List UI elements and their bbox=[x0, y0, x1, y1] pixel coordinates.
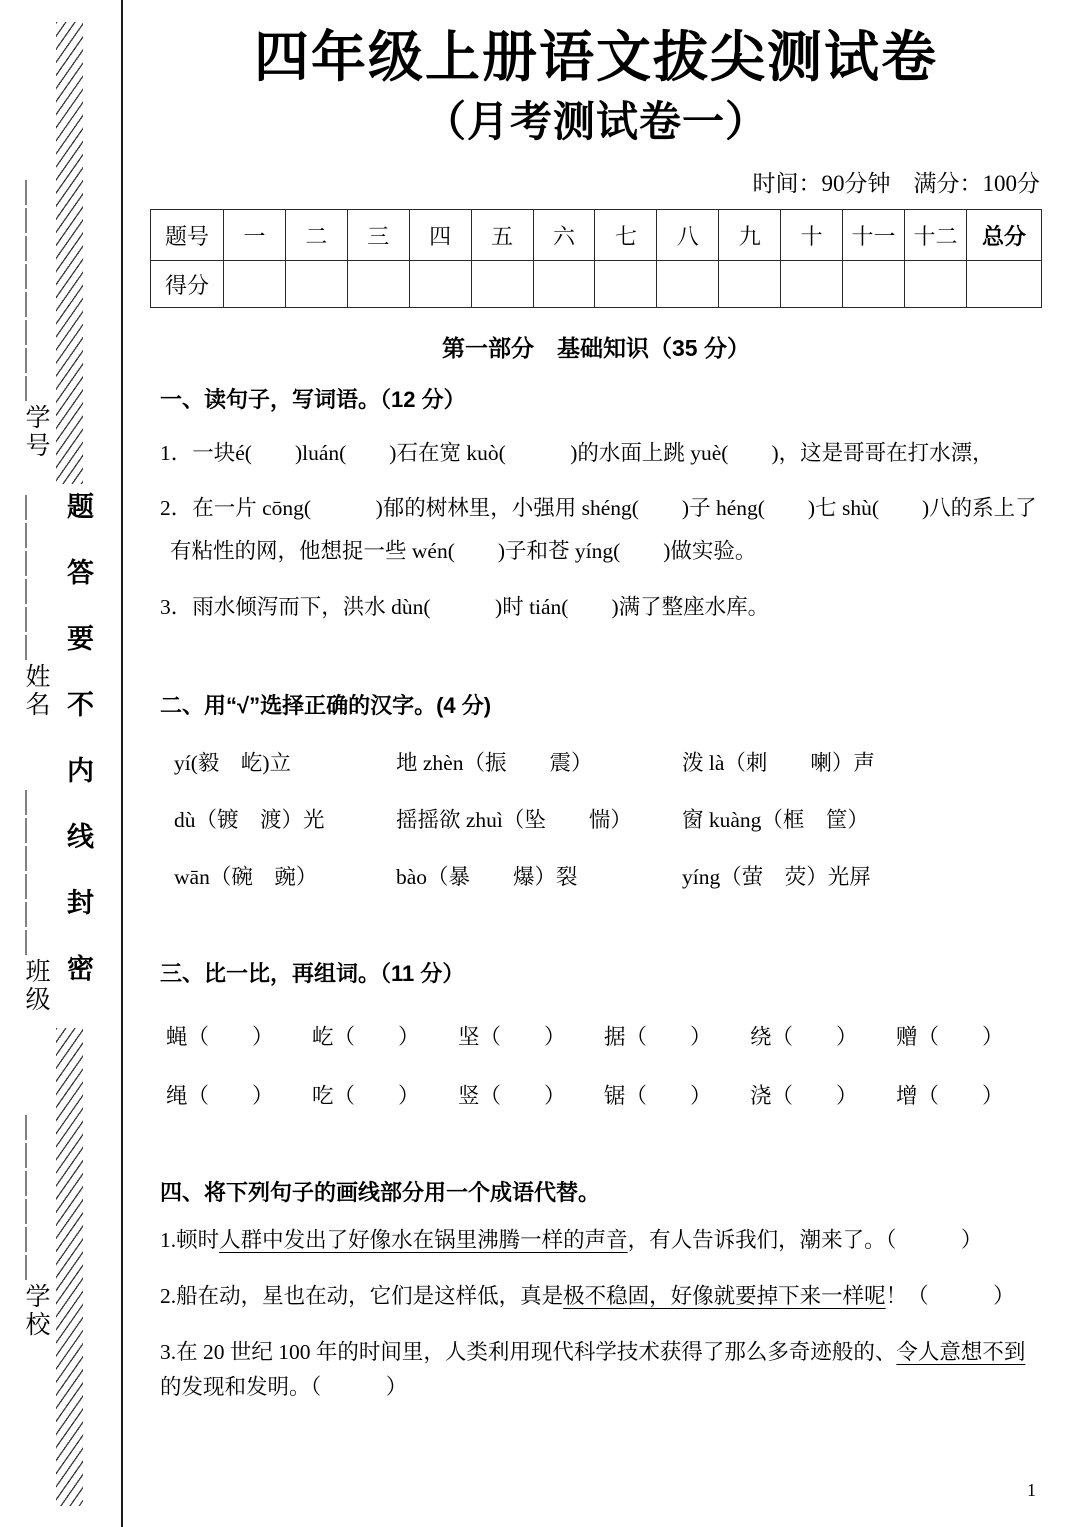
section1-line: 3．雨水倾泻而下，洪水 dùn( )时 tián( )满了整座水库。 bbox=[160, 594, 770, 619]
hatch-pattern-top bbox=[56, 22, 83, 484]
score-cell-empty bbox=[285, 261, 347, 308]
section4-sentence bbox=[150, 1223, 1042, 1258]
section3-word-grid bbox=[166, 1020, 1042, 1110]
word-blank-item: 锯（ ） bbox=[604, 1083, 712, 1108]
exam-subtitle: （月考测试卷一） bbox=[423, 100, 768, 147]
word-blank-item: 据（ ） bbox=[604, 1024, 712, 1049]
sentence-segment: 3.在 20 世纪 100 年的时间里，人类利用现代科学技术获得了那么多奇迹般的、 bbox=[160, 1340, 897, 1365]
score-cell-empty bbox=[719, 261, 781, 308]
score-cell-empty bbox=[595, 261, 657, 308]
word-blank-item: 屹（ ） bbox=[312, 1024, 420, 1049]
score-table-header-cell: 一 bbox=[224, 210, 286, 261]
choice-item: yí(毅 屹)立 bbox=[174, 750, 292, 775]
score-table-score-row bbox=[151, 261, 1042, 308]
word-blank-item: 蝇（ ） bbox=[166, 1024, 274, 1049]
section4-sentence bbox=[150, 1335, 1042, 1405]
word-blank-item: 增（ ） bbox=[896, 1083, 1004, 1108]
hatch-pattern-bottom bbox=[56, 1028, 83, 1506]
choice-item: 地 zhèn（振 震） bbox=[396, 750, 593, 775]
score-cell-empty bbox=[904, 261, 966, 308]
section1-heading: 一、读句子，写词语。（12 分） bbox=[160, 387, 466, 413]
section3-heading: 三、比一比，再组词。（11 分） bbox=[160, 960, 465, 986]
section4-heading: 四、将下列句子的画线部分用一个成语代替。 bbox=[160, 1179, 601, 1205]
score-table-total-cell: 总分 bbox=[967, 210, 1042, 261]
word-blank-item: 绕（ ） bbox=[750, 1024, 858, 1049]
choice-item: 摇摇欲 zhuì（坠 惴） bbox=[396, 807, 632, 832]
school-field: ＿＿＿＿＿＿学校 bbox=[22, 1115, 49, 1339]
sentence-segment: ！（ ） bbox=[885, 1284, 1015, 1309]
choice-item: yíng（萤 荧）光屏 bbox=[682, 864, 871, 889]
sentence-segment: 2.船在动，星也在动，它们是这样低，真是 bbox=[160, 1284, 564, 1309]
section1-line: 有粘性的网，他想捉一些 wén( )子和苍 yíng( )做实验。 bbox=[170, 539, 757, 564]
word-blank-item: 吃（ ） bbox=[312, 1083, 420, 1108]
underlined-segment: 极不稳固，好像就要掉下来一样呢 bbox=[563, 1284, 886, 1309]
choice-item: bào（暴 爆）裂 bbox=[396, 864, 578, 889]
score-cell-empty bbox=[409, 261, 471, 308]
score-table-header-cell: 六 bbox=[533, 210, 595, 261]
score-table-header-cell: 八 bbox=[657, 210, 719, 261]
sentence-segment: 的发现和发明。（ ） bbox=[160, 1375, 408, 1400]
section2-heading: 二、用“√”选择正确的汉字。(4 分) bbox=[160, 692, 492, 718]
score-table-header-cell: 十一 bbox=[843, 210, 905, 261]
student-id-field: ＿＿＿＿＿＿＿＿学号 bbox=[22, 180, 49, 460]
score-cell-empty bbox=[967, 261, 1042, 308]
page-number: 1 bbox=[1027, 1480, 1036, 1500]
seal-vertical-line bbox=[121, 0, 123, 1527]
part1-heading: 第一部分 基础知识（35 分） bbox=[442, 335, 750, 362]
sentence-segment: ，有人告诉我们，潮来了。（ ） bbox=[627, 1227, 983, 1252]
choice-item: 泼 là（刺 喇）声 bbox=[682, 750, 875, 775]
word-blank-item: 绳（ ） bbox=[166, 1083, 274, 1108]
section4-sentence bbox=[150, 1279, 1042, 1314]
score-cell-empty bbox=[533, 261, 595, 308]
score-table-header-cell: 二 bbox=[285, 210, 347, 261]
section1-line: 2．在一片 cōng( )郁的树林里，小强用 shéng( )子 héng( )七 shù( )八的系上了 bbox=[160, 496, 1037, 521]
underlined-segment: 人群中发出了好像水在锅里沸腾一样的声音 bbox=[219, 1227, 628, 1252]
score-table-header-cell: 九 bbox=[719, 210, 781, 261]
score-cell-empty bbox=[347, 261, 409, 308]
score-table-header-row bbox=[151, 210, 1042, 261]
word-blank-item: 浇（ ） bbox=[750, 1083, 858, 1108]
score-table-header-cell: 十 bbox=[781, 210, 843, 261]
student-name-field: ＿＿＿＿＿＿姓名 bbox=[22, 495, 49, 719]
word-blank-item: 坚（ ） bbox=[458, 1024, 566, 1049]
underlined-segment: 令人意想不到 bbox=[896, 1340, 1026, 1365]
word-blank-item: 赠（ ） bbox=[896, 1024, 1004, 1049]
score-table-header-cell: 七 bbox=[595, 210, 657, 261]
score-table bbox=[150, 209, 1042, 308]
score-table-header-cell: 五 bbox=[471, 210, 533, 261]
exam-title: 四年级上册语文拔尖测试卷 bbox=[253, 27, 938, 88]
word-blank-item: 竖（ ） bbox=[458, 1083, 566, 1108]
time-score-info: 时间：90分钟 满分：100分 bbox=[752, 170, 1040, 196]
score-cell-empty bbox=[224, 261, 286, 308]
choice-item: dù（镀 渡）光 bbox=[174, 807, 325, 832]
score-cell-empty bbox=[657, 261, 719, 308]
choice-item: 窗 kuàng（框 筐） bbox=[682, 807, 869, 832]
score-cell-empty bbox=[471, 261, 533, 308]
class-field: ＿＿＿＿＿＿班级 bbox=[22, 790, 49, 1014]
score-cell-empty bbox=[781, 261, 843, 308]
score-table-header-cell: 四 bbox=[409, 210, 471, 261]
sentence-segment: 1.顿时 bbox=[160, 1227, 220, 1252]
score-table-header-cell: 十二 bbox=[904, 210, 966, 261]
score-label-cell: 得分 bbox=[151, 261, 224, 308]
score-table-header-cell: 题号 bbox=[151, 210, 224, 261]
score-cell-empty bbox=[843, 261, 905, 308]
score-table-header-cell: 三 bbox=[347, 210, 409, 261]
seal-line-text: 题答要不内线封密 bbox=[63, 492, 93, 1020]
main-content bbox=[150, 0, 1042, 1427]
section2-choice-grid bbox=[174, 746, 1042, 891]
section1-line: 1．一块é( )luán( )石在宽 kuò( )的水面上跳 yuè( )，这是哥哥在打水漂， bbox=[160, 441, 994, 466]
choice-item: wān（碗 豌） bbox=[174, 864, 318, 889]
